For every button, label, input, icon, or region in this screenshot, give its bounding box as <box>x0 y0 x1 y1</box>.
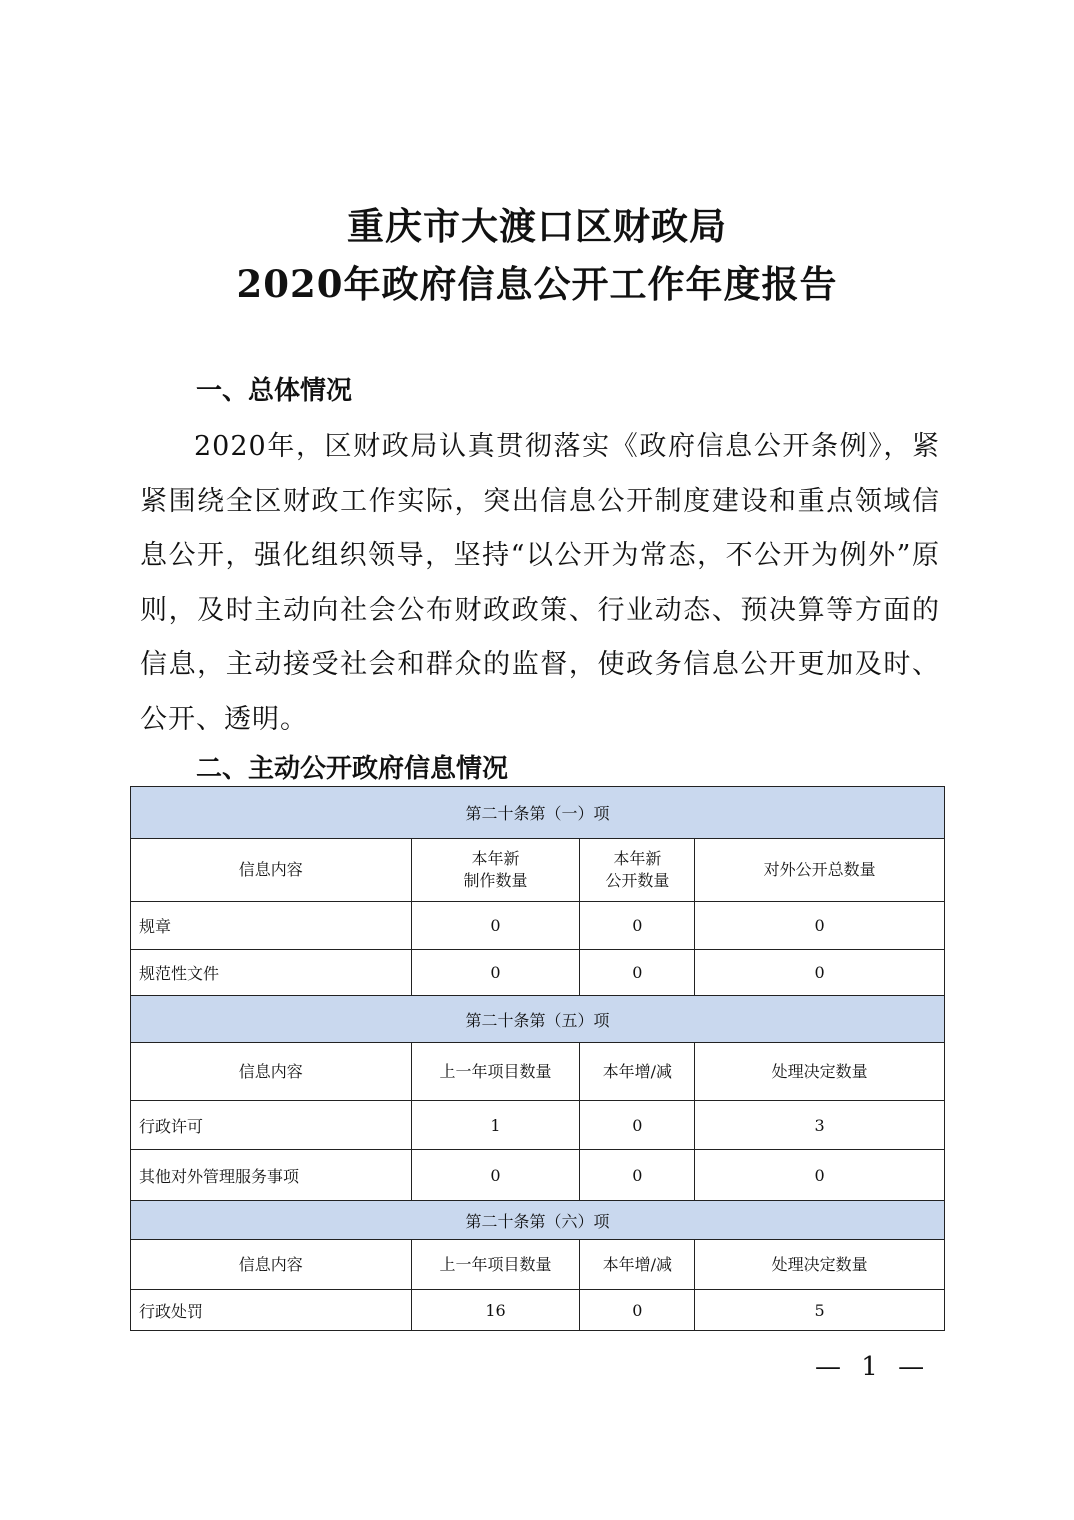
row-value: 0 <box>695 1150 945 1201</box>
header-cell: 上一年项目数量 <box>411 1043 580 1101</box>
header-cell: 上一年项目数量 <box>411 1240 580 1290</box>
table-row <box>131 902 945 950</box>
table-header-row <box>131 1043 945 1101</box>
section-title-b: 第二十条第（五）项 <box>131 996 945 1043</box>
row-label: 其他对外管理服务事项 <box>131 1150 412 1201</box>
row-label: 行政许可 <box>131 1101 412 1150</box>
section2-heading: 二、主动公开政府信息情况 <box>196 754 509 784</box>
row-value: 16 <box>411 1290 580 1331</box>
header-cell: 本年新 制作数量 <box>411 839 580 902</box>
header-cell: 对外公开总数量 <box>695 839 945 902</box>
row-value: 0 <box>411 1150 580 1201</box>
row-value: 3 <box>695 1101 945 1150</box>
page-number: — 1 — <box>815 1352 931 1382</box>
row-value: 0 <box>580 950 695 996</box>
row-value: 0 <box>580 902 695 950</box>
row-value: 0 <box>411 950 580 996</box>
section1-heading: 一、总体情况 <box>196 376 353 406</box>
table-section-row <box>131 996 945 1043</box>
table-section-row <box>131 787 945 839</box>
section-title-a: 第二十条第（一）项 <box>131 787 945 839</box>
table-row <box>131 950 945 996</box>
report-title-line1: 重庆市大渡口区财政局 <box>347 204 727 248</box>
header-cell: 信息内容 <box>131 839 412 902</box>
row-value: 0 <box>695 950 945 996</box>
report-title-line2: 2020年政府信息公开工作年度报告 <box>236 262 838 306</box>
header-cell: 信息内容 <box>131 1043 412 1101</box>
section-title-c: 第二十条第（六）项 <box>131 1201 945 1240</box>
header-cell: 处理决定数量 <box>695 1043 945 1101</box>
row-value: 0 <box>580 1150 695 1201</box>
row-value: 1 <box>411 1101 580 1150</box>
header-cell: 本年新 公开数量 <box>580 839 695 902</box>
table-header-row <box>131 839 945 902</box>
header-cell: 处理决定数量 <box>695 1240 945 1290</box>
table-row <box>131 1290 945 1331</box>
row-value: 5 <box>695 1290 945 1331</box>
section1-paragraph: 2020年，区财政局认真贯彻落实《政府信息公开条例》，紧紧围绕全区财政工作实际，突出信息公开制度建设和重点领域信息公开，强化组织领导，坚持“以公开为常态，不公开为例外”原则，及时主动向社会公布财政政策、行业动态、预决算等方面的信息，主动接受社会和群众的监督，使政务信息公开更加及时、公开、透明。 <box>140 431 940 735</box>
disclosure-table <box>130 786 945 1331</box>
header-cell: 本年增/减 <box>580 1240 695 1290</box>
header-cell: 信息内容 <box>131 1240 412 1290</box>
table-section-row <box>131 1201 945 1240</box>
row-label: 行政处罚 <box>131 1290 412 1331</box>
row-value: 0 <box>411 902 580 950</box>
row-label: 规范性文件 <box>131 950 412 996</box>
table-row <box>131 1150 945 1201</box>
header-cell: 本年增/减 <box>580 1043 695 1101</box>
row-value: 0 <box>695 902 945 950</box>
table-header-row <box>131 1240 945 1290</box>
row-label: 规章 <box>131 902 412 950</box>
row-value: 0 <box>580 1101 695 1150</box>
row-value: 0 <box>580 1290 695 1331</box>
table-row <box>131 1101 945 1150</box>
